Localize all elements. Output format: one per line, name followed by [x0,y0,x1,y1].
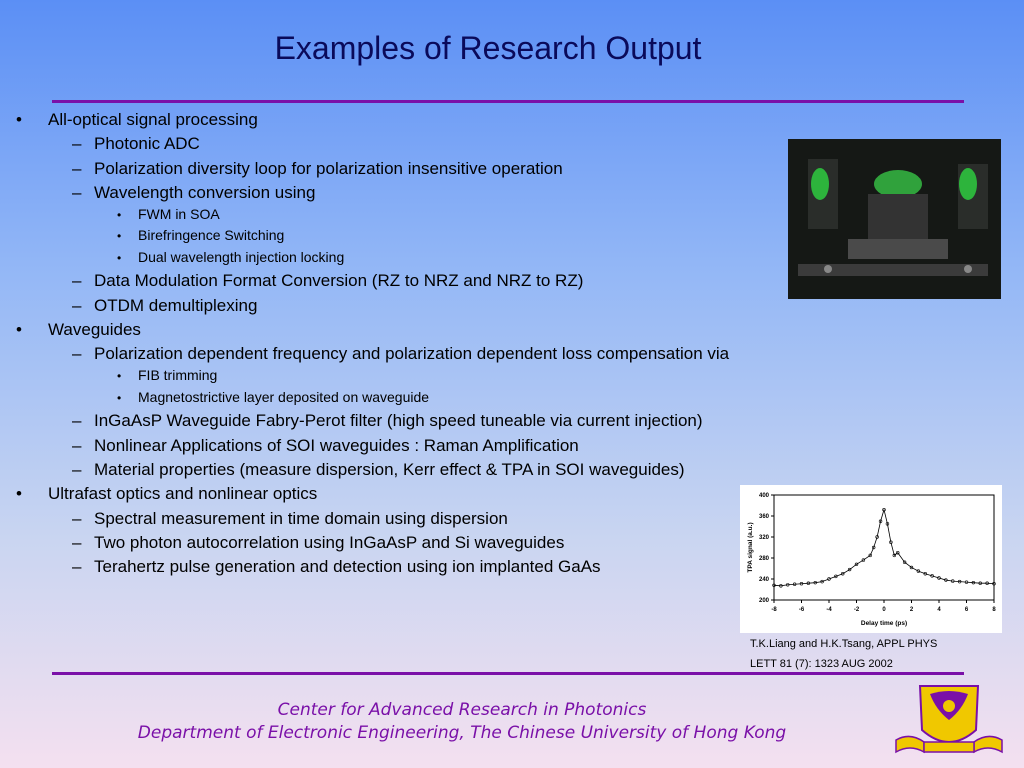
optical-setup-illustration [788,139,1001,299]
outline-item-level-2: InGaAsP Waveguide Fabry-Perot filter (high speed tuneable via current injection) [94,411,703,430]
outline-item-level-2: Data Modulation Format Conversion (RZ to NRZ and NRZ to RZ) [94,271,584,290]
outline-marker: – [72,411,82,430]
y-tick-label: 280 [758,556,769,562]
outline-item-level-2: Spectral measurement in time domain using dispersion [94,509,508,528]
outline-item-level-2: Nonlinear Applications of SOI waveguides : Raman Amplification [94,436,579,455]
top-divider [52,100,964,103]
outline-marker: • [16,484,22,503]
data-line [774,510,994,586]
y-tick-label: 240 [758,577,769,583]
outline-item-level-1: Waveguides [48,320,141,339]
outline-item-level-3: Dual wavelength injection locking [138,249,345,265]
x-tick-label: 8 [992,607,996,613]
x-tick-label: -6 [798,607,805,613]
x-tick-label: 0 [882,607,886,613]
footer-department: Department of Electronic Engineering, The Chinese University of Hong Kong [137,723,787,743]
outline-item-level-2: Material properties (measure dispersion, Kerr effect & TPA in SOI waveguides) [94,460,685,479]
outline-item-level-2: Photonic ADC [94,134,200,153]
outline-item-level-2: Wavelength conversion using [94,183,316,202]
outline-marker: – [72,183,82,202]
slide-title: Examples of Research Output [274,30,702,66]
footer-center-name: Center for Advanced Research in Photonics [277,700,647,720]
outline-marker: • [117,208,122,222]
outline-item-level-2: OTDM demultiplexing [94,296,258,315]
x-tick-label: 2 [909,607,914,613]
citation-line-1: T.K.Liang and H.K.Tsang, APPL PHYS [750,638,938,650]
x-tick-label: -8 [771,607,777,613]
outline-item-level-2: Polarization diversity loop for polarization insensitive operation [94,159,563,178]
outline-marker: • [16,320,22,339]
cuhk-crest-icon [890,680,1010,760]
y-tick-label: 360 [758,514,769,520]
outline-item-level-2: Terahertz pulse generation and detection using ion implanted GaAs [94,557,601,576]
x-tick-label: 4 [937,607,941,613]
outline-marker: – [72,533,82,552]
outline-item-level-3: FWM in SOA [138,206,220,222]
outline-item-level-3: Birefringence Switching [138,227,285,243]
outline-marker: • [16,110,22,129]
x-tick-label: -2 [853,607,860,613]
bottom-divider [52,672,964,675]
optical-setup-photo [788,139,1001,299]
outline-marker: – [72,271,82,290]
outline-item-level-2: Polarization dependent frequency and polarization dependent loss compensation via [94,344,730,363]
tpa-chart [740,485,1002,633]
tpa-chart-svg [740,485,1002,633]
y-tick-label: 320 [758,535,769,541]
outline-marker: – [72,436,82,455]
outline-marker: • [117,251,122,265]
y-tick-label: 400 [758,493,769,499]
x-tick-label: -4 [826,607,832,613]
outline-marker: – [72,344,82,363]
outline-item-level-1: Ultrafast optics and nonlinear optics [48,484,318,503]
citation-line-2: LETT 81 (7): 1323 AUG 2002 [750,658,893,670]
outline-marker: – [72,557,82,576]
outline-marker: • [117,369,122,383]
outline-marker: – [72,134,82,153]
outline-marker: • [117,229,122,243]
x-axis-label: Delay time (ps) [860,620,908,627]
outline-item-level-3: Magnetostrictive layer deposited on waveguide [138,389,430,405]
x-tick-label: 6 [964,607,969,613]
y-axis-label: TPA signal (a.u.) [747,522,754,573]
outline-marker: – [72,460,82,479]
outline-marker: – [72,159,82,178]
outline-marker: – [72,296,82,315]
outline-item-level-3: FIB trimming [138,367,218,383]
outline-item-level-2: Two photon autocorrelation using InGaAsP and Si waveguides [94,533,565,552]
y-tick-label: 200 [758,598,769,604]
outline-item-level-1: All-optical signal processing [48,110,258,129]
outline-marker: • [117,391,122,405]
outline-marker: – [72,509,82,528]
